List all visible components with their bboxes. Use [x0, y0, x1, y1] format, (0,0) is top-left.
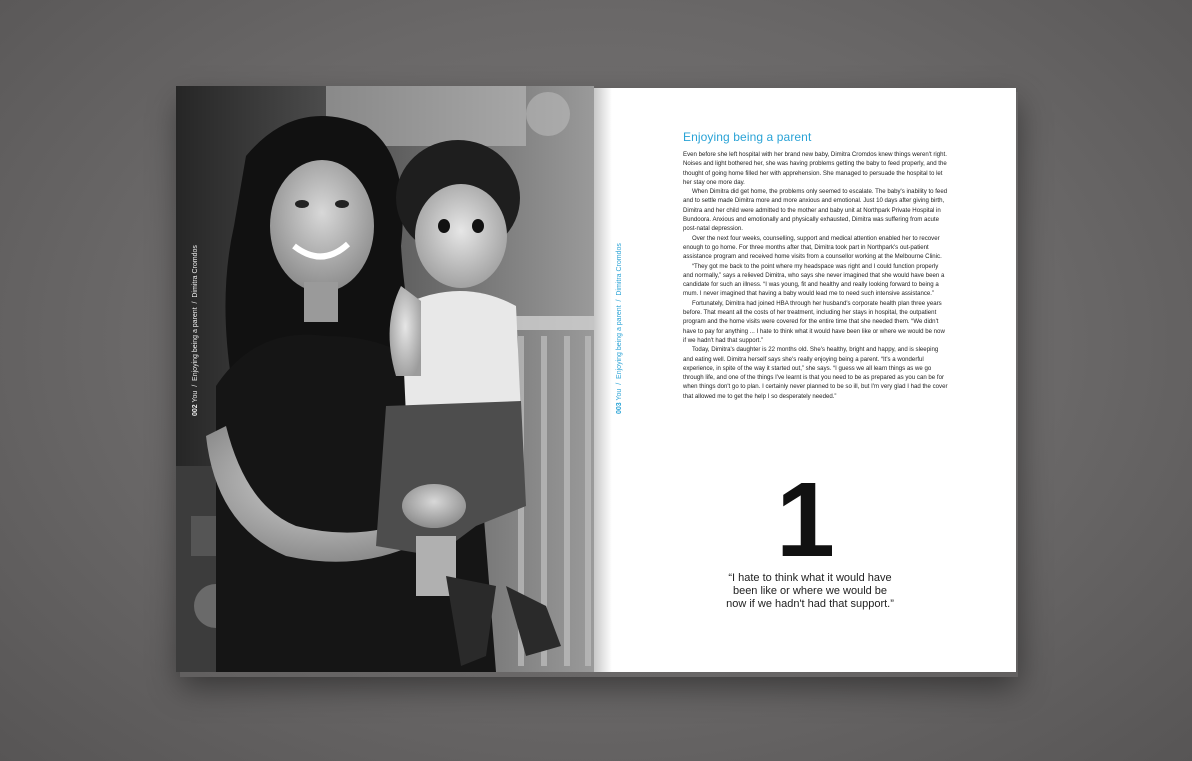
article-heading: Enjoying being a parent: [683, 130, 812, 144]
section-line-2: a parent: [192, 307, 199, 334]
page-number: 002: [192, 404, 199, 416]
paragraph: Fortunately, Dimitra had joined HBA through her husband's corporate health plan three years before. That meant all the costs of her treatment, including her stays in hospital, the outpatient program and the home visits were covered for the entire time that she needed them. “We didn't have to pay for anything ... I hate to think what it would have been like or where we would be now if we hadn't had that support.”: [683, 299, 945, 344]
section-line-1: Enjoying being: [616, 333, 623, 379]
photo-page: [176, 86, 594, 672]
person-name: Dimitra Cromdos: [192, 245, 199, 298]
tag-label: You: [616, 388, 623, 401]
pull-quote: “I hate to think what it would have been like or where we would be now if we hadn't had that support.”: [726, 572, 894, 610]
tag-label: You: [192, 390, 199, 403]
right-side-tag: 003 You / Enjoying being a parent / Dimitra Cromdos: [616, 243, 623, 414]
page-number: 003: [616, 402, 623, 414]
article-body: [683, 150, 948, 401]
text-page: [594, 88, 1016, 672]
paragraph: When Dimitra did get home, the problems only seemed to escalate. The baby's inability to feed and to settle made Dimitra more and more anxious and emotional. Just 10 days after giving birth, Dimitra and her child were admitted to the mother and baby unit at Northpark Private Hospital in Bundoora. Anxious and emotionally and physically exhausted, Dimitra was suffering from acute post-natal depression.: [683, 188, 948, 233]
paragraph: Even before she left hospital with her brand new baby, Dimitra Cromdos knew things weren't right. Noises and light bothered her, she was having problems getting the baby to feed properly, and the thought of going home filled her with apprehension. She managed to persuade the hospital to let her stay one more day.: [683, 151, 947, 186]
person-name: Dimitra Cromdos: [616, 243, 623, 296]
paragraph: Over the next four weeks, counselling, support and medical attention enabled her to recover enough to go home. For three months after that, Dimitra took part in Northpark's out-patient assistance program and received home visits from a counsellor working at the Melbourne Clinic.: [683, 234, 942, 261]
page-gutter: [594, 88, 612, 672]
big-number: 1: [776, 461, 835, 579]
paragraph: “They got me back to the point where my headspace was right and I could function properly and normally,” says a relieved Dimitra, who says she never imagined that she would have been a candidate for such an illness. “I was young, fit and healthy and really looking forward to being a mum. I never imagined that having a baby would lead me to need such intensive assistance.”: [683, 262, 945, 298]
left-side-tag: 002 You / Enjoying being a parent / Dimitra Cromdos: [192, 245, 199, 416]
section-line-2: a parent: [616, 305, 623, 332]
mother-and-child-photo: [176, 86, 594, 672]
paragraph: Today, Dimitra's daughter is 22 months old. She's healthy, bright and happy, and is sleeping and eating well. Dimitra herself says she's really enjoying being a parent. “It's a wonderful experience, in spite of the way it started out,” she says. “I guess we all learn things as we go through life, and one of the things I've learnt is that you need to be as prepared as you can be for when things don't go to plan. I certainly never planned to be so ill, but I'm very glad I had the cover that allowed me to get the help I so desperately needed.”: [683, 346, 948, 400]
section-line-1: Enjoying being: [192, 335, 199, 381]
